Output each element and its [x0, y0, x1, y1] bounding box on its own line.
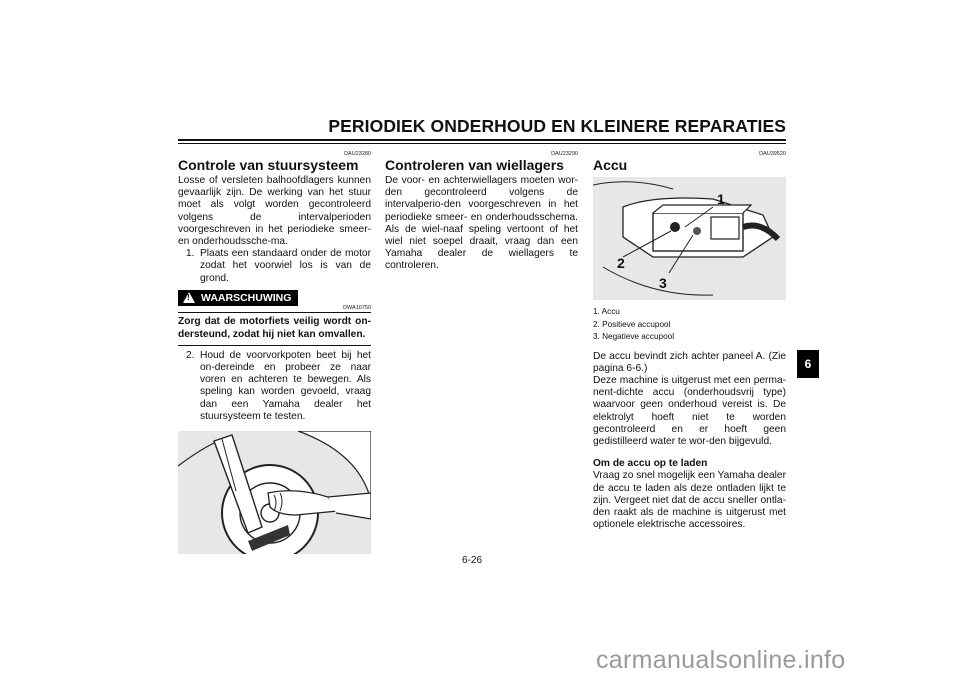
chapter-tab: 6	[797, 350, 819, 378]
warning-code: DWA10750	[343, 305, 371, 312]
warning-text: Zorg dat de motorfiets veilig wordt on-dersteund, zodat hij niet kan omvallen.	[178, 316, 371, 340]
callout-1: 1	[717, 191, 725, 207]
section-heading-wheel-bearings: Controleren van wiellagers	[385, 157, 564, 173]
step-text: Plaats een standaard onder de motor zodat het voorwiel los is van de grond.	[200, 248, 371, 284]
warning-label-text: WAARSCHUWING	[201, 291, 292, 304]
section-code: DAU23290	[551, 151, 578, 157]
step-text: Houd de voorvorkpoten beet bij het on-dereinde en probeer ze naar voren en achteren te bewegen. Als speling kan worden gevoeld, vraag dan een Yamaha dealer het stuursysteem te testen.	[200, 349, 371, 422]
battery-illustration	[593, 177, 786, 300]
column-steering	[178, 150, 371, 554]
step-number: 1.	[186, 248, 195, 260]
step-2	[178, 350, 371, 423]
section-heading-steering: Controle van stuursysteem	[178, 157, 359, 173]
battery-location-text: De accu bevindt zich achter paneel A. (Zie pagina 6-6.)	[593, 350, 786, 374]
callout-3: 3	[659, 275, 667, 291]
page-title: PERIODIEK ONDERHOUD EN KLEINERE REPARATIES	[328, 116, 786, 136]
caption-item: 2. Positieve accupool	[593, 319, 671, 329]
charging-text: Vraag zo snel mogelijk een Yamaha dealer de accu te laden als deze ontladen lijkt te zijn. Vergeet niet dat de accu sneller ontla-den raakt als de machine is uitgerust met optionele elektrische accessoires.	[593, 470, 786, 531]
callout-2: 2	[617, 255, 625, 271]
caption-item: 3. Negatieve accupool	[593, 332, 675, 341]
watermark: carmanualsonline.info	[596, 646, 846, 674]
section-heading-battery: Accu	[593, 157, 628, 173]
wheel-bearings-text: De voor- en achterwiellagers moeten wor-den gecontroleerd volgens de intervalperio-den voorgeschreven in het periodieke smeer- en onderhoudsschema. Als de wiel-naaf speling vertoont of het wiel niet soepel draait, vraag dan een Yamaha dealer de wiellagers te controleren.	[385, 175, 578, 272]
column-battery	[593, 150, 786, 531]
fork-illustration	[178, 431, 371, 554]
charging-subheading: Om de accu op te laden	[593, 458, 708, 470]
page-number: 6-26	[462, 555, 483, 566]
caption-item: 1. Accu	[593, 307, 620, 316]
warning-rule-bottom	[178, 345, 371, 346]
section-code: DAU39520	[759, 151, 786, 157]
steering-intro: Losse of versleten balhoofdlagers kunnen gevaarlijk zijn. De werking van het stuur moet als volgt worden gecontroleerd volgens de intervalperioden voorgeschreven in het periodieke smeer- en onderhoudssche-ma.	[178, 175, 371, 248]
fork-drawing	[178, 431, 371, 554]
warning-label	[178, 290, 298, 306]
battery-maintenance-text: Deze machine is uitgerust met een perma-nent-dichte accu (onderhoudsvrij type) waarvoor geen onderhoud vereist is. De elektrolyt hoeft niet te worden gecontroleerd en er hoeft geen gedistilleerd water te wor-den bijgevuld.	[593, 374, 786, 447]
step-number: 2.	[186, 349, 195, 361]
header-rule-thin	[178, 143, 786, 144]
figure-captions	[593, 306, 786, 344]
warning-triangle-icon: !	[183, 292, 195, 303]
header-rule-thick	[178, 139, 786, 141]
section-code: DAU23280	[344, 151, 371, 157]
column-wheel-bearings	[385, 150, 578, 273]
battery-drawing	[593, 177, 786, 300]
warning-rule-top	[178, 312, 371, 313]
step-1	[178, 248, 371, 285]
